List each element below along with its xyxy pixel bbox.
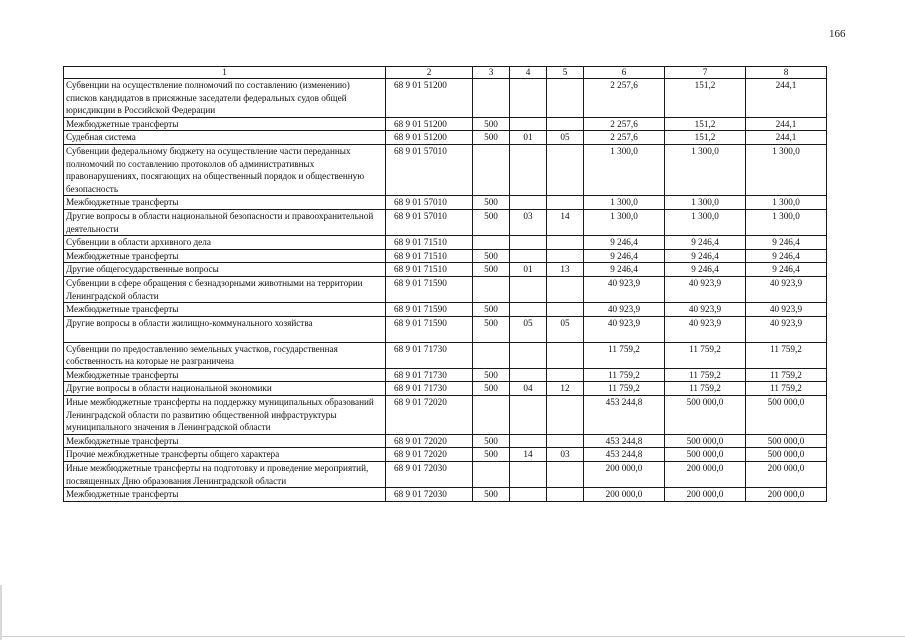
row-name-cell: Межбюджетные трансферты — [64, 434, 386, 448]
row-name-cell: Прочие межбюджетные трансферты общего характера — [64, 448, 386, 462]
target-code-cell: 68 9 01 71730 — [386, 382, 473, 396]
table-row — [64, 488, 827, 502]
subsection-code-cell: 05 — [547, 131, 584, 145]
subsection-code-cell — [547, 434, 584, 448]
amount-3-cell: 11 759,2 — [746, 382, 827, 396]
expense-type-cell: 500 — [473, 263, 510, 277]
table-row — [64, 209, 827, 235]
target-code-cell: 68 9 01 71730 — [386, 368, 473, 382]
row-name-cell: Иные межбюджетные трансферты на поддержку муниципальных образований Ленинградской области по развитию общественной инфраструктуры муниципального значения в Ленинградской области — [64, 396, 386, 435]
target-code-cell: 68 9 01 57010 — [386, 209, 473, 235]
table-row — [64, 382, 827, 396]
table-row — [64, 131, 827, 145]
amount-1-cell: 40 923,9 — [584, 316, 665, 342]
expense-type-cell: 500 — [473, 368, 510, 382]
target-code-cell: 68 9 01 71510 — [386, 249, 473, 263]
amount-3-cell: 9 246,4 — [746, 263, 827, 277]
amount-1-cell: 1 300,0 — [584, 196, 665, 210]
amount-1-cell: 11 759,2 — [584, 382, 665, 396]
table-row — [64, 396, 827, 435]
amount-2-cell: 1 300,0 — [665, 144, 746, 195]
column-header: 5 — [547, 67, 584, 79]
amount-3-cell: 244,1 — [746, 117, 827, 131]
amount-3-cell: 200 000,0 — [746, 462, 827, 488]
amount-1-cell: 2 257,6 — [584, 79, 665, 118]
subsection-code-cell: 14 — [547, 209, 584, 235]
amount-3-cell: 500 000,0 — [746, 434, 827, 448]
subsection-code-cell — [547, 144, 584, 195]
amount-3-cell: 200 000,0 — [746, 488, 827, 502]
row-name-cell: Субвенции федеральному бюджету на осуществление части переданных полномочий по составлению протоколов об административных правонарушениях, посягающих на общественный порядок и общественную безопасность — [64, 144, 386, 195]
table-row — [64, 342, 827, 368]
section-code-cell — [510, 462, 547, 488]
row-name-cell: Межбюджетные трансферты — [64, 249, 386, 263]
amount-1-cell: 11 759,2 — [584, 342, 665, 368]
column-header: 2 — [386, 67, 473, 79]
row-name-cell: Субвенции по предоставлению земельных участков, государственная собственность на которые не разграничена — [64, 342, 386, 368]
header-row — [64, 67, 827, 79]
amount-1-cell: 9 246,4 — [584, 263, 665, 277]
section-code-cell: 01 — [510, 263, 547, 277]
expense-type-cell: 500 — [473, 448, 510, 462]
column-header: 8 — [746, 67, 827, 79]
target-code-cell: 68 9 01 51200 — [386, 79, 473, 118]
table-row — [64, 316, 827, 342]
row-name-cell: Межбюджетные трансферты — [64, 303, 386, 317]
section-code-cell — [510, 488, 547, 502]
row-name-cell: Межбюджетные трансферты — [64, 117, 386, 131]
section-code-cell — [510, 236, 547, 250]
target-code-cell: 68 9 01 71510 — [386, 236, 473, 250]
expense-type-cell: 500 — [473, 488, 510, 502]
expense-type-cell: 500 — [473, 196, 510, 210]
amount-2-cell: 1 300,0 — [665, 209, 746, 235]
table-row — [64, 462, 827, 488]
amount-3-cell: 1 300,0 — [746, 209, 827, 235]
subsection-code-cell — [547, 303, 584, 317]
target-code-cell: 68 9 01 57010 — [386, 144, 473, 195]
expense-type-cell — [473, 144, 510, 195]
section-code-cell — [510, 196, 547, 210]
row-name-cell: Субвенции на осуществление полномочий по составлению (изменению) списков кандидатов в присяжные заседатели федеральных судов общей юрисдикции в Российской Федерации — [64, 79, 386, 118]
section-code-cell: 04 — [510, 382, 547, 396]
subsection-code-cell: 12 — [547, 382, 584, 396]
table-row — [64, 117, 827, 131]
subsection-code-cell: 13 — [547, 263, 584, 277]
subsection-code-cell — [547, 249, 584, 263]
amount-2-cell: 500 000,0 — [665, 396, 746, 435]
expense-type-cell: 500 — [473, 117, 510, 131]
row-name-cell: Субвенции в области архивного дела — [64, 236, 386, 250]
amount-3-cell: 9 246,4 — [746, 249, 827, 263]
section-code-cell: 14 — [510, 448, 547, 462]
section-code-cell — [510, 303, 547, 317]
expense-type-cell — [473, 276, 510, 302]
amount-2-cell: 151,2 — [665, 131, 746, 145]
section-code-cell — [510, 249, 547, 263]
table-row — [64, 236, 827, 250]
subsection-code-cell — [547, 196, 584, 210]
target-code-cell: 68 9 01 51200 — [386, 131, 473, 145]
amount-1-cell: 200 000,0 — [584, 488, 665, 502]
amount-3-cell: 11 759,2 — [746, 342, 827, 368]
amount-2-cell: 1 300,0 — [665, 196, 746, 210]
amount-2-cell: 9 246,4 — [665, 249, 746, 263]
table-row — [64, 144, 827, 195]
column-header: 4 — [510, 67, 547, 79]
amount-1-cell: 40 923,9 — [584, 303, 665, 317]
amount-2-cell: 40 923,9 — [665, 303, 746, 317]
target-code-cell: 68 9 01 72030 — [386, 462, 473, 488]
subsection-code-cell — [547, 462, 584, 488]
amount-1-cell: 453 244,8 — [584, 434, 665, 448]
amount-1-cell: 9 246,4 — [584, 236, 665, 250]
amount-3-cell: 1 300,0 — [746, 144, 827, 195]
target-code-cell: 68 9 01 71590 — [386, 316, 473, 342]
table-row — [64, 303, 827, 317]
amount-3-cell: 244,1 — [746, 131, 827, 145]
column-header: 7 — [665, 67, 746, 79]
subsection-code-cell — [547, 368, 584, 382]
amount-2-cell: 500 000,0 — [665, 434, 746, 448]
expense-type-cell — [473, 236, 510, 250]
amount-3-cell: 500 000,0 — [746, 448, 827, 462]
amount-1-cell: 2 257,6 — [584, 117, 665, 131]
expense-type-cell: 500 — [473, 209, 510, 235]
amount-2-cell: 500 000,0 — [665, 448, 746, 462]
amount-2-cell: 9 246,4 — [665, 236, 746, 250]
budget-table — [63, 66, 827, 502]
amount-1-cell: 1 300,0 — [584, 209, 665, 235]
row-name-cell: Межбюджетные трансферты — [64, 368, 386, 382]
target-code-cell: 68 9 01 72020 — [386, 396, 473, 435]
row-name-cell: Другие вопросы в области национальной экономики — [64, 382, 386, 396]
amount-2-cell: 40 923,9 — [665, 316, 746, 342]
amount-3-cell: 244,1 — [746, 79, 827, 118]
column-header: 6 — [584, 67, 665, 79]
amount-2-cell: 200 000,0 — [665, 462, 746, 488]
section-code-cell — [510, 117, 547, 131]
row-name-cell: Другие вопросы в области жилищно-коммунального хозяйства — [64, 316, 386, 342]
row-name-cell: Судебная система — [64, 131, 386, 145]
expense-type-cell: 500 — [473, 249, 510, 263]
amount-1-cell: 453 244,8 — [584, 396, 665, 435]
column-header: 1 — [64, 67, 386, 79]
amount-3-cell: 1 300,0 — [746, 196, 827, 210]
amount-1-cell: 9 246,4 — [584, 249, 665, 263]
amount-3-cell: 9 246,4 — [746, 236, 827, 250]
amount-3-cell: 40 923,9 — [746, 316, 827, 342]
subsection-code-cell — [547, 117, 584, 131]
row-name-cell: Межбюджетные трансферты — [64, 196, 386, 210]
table-row — [64, 249, 827, 263]
section-code-cell — [510, 144, 547, 195]
subsection-code-cell — [547, 79, 584, 118]
amount-2-cell: 151,2 — [665, 79, 746, 118]
section-code-cell: 05 — [510, 316, 547, 342]
expense-type-cell — [473, 462, 510, 488]
table-row — [64, 276, 827, 302]
expense-type-cell — [473, 396, 510, 435]
amount-2-cell: 200 000,0 — [665, 488, 746, 502]
table-row — [64, 196, 827, 210]
subsection-code-cell — [547, 342, 584, 368]
amount-1-cell: 1 300,0 — [584, 144, 665, 195]
amount-2-cell: 151,2 — [665, 117, 746, 131]
amount-2-cell: 11 759,2 — [665, 342, 746, 368]
section-code-cell — [510, 434, 547, 448]
table-row — [64, 368, 827, 382]
amount-2-cell: 40 923,9 — [665, 276, 746, 302]
scan-edge-line — [0, 636, 905, 637]
amount-1-cell: 200 000,0 — [584, 462, 665, 488]
scan-edge-shadow — [0, 585, 2, 640]
subsection-code-cell: 05 — [547, 316, 584, 342]
expense-type-cell: 500 — [473, 382, 510, 396]
section-code-cell — [510, 396, 547, 435]
target-code-cell: 68 9 01 51200 — [386, 117, 473, 131]
target-code-cell: 68 9 01 71590 — [386, 303, 473, 317]
expense-type-cell — [473, 79, 510, 118]
expense-type-cell: 500 — [473, 316, 510, 342]
subsection-code-cell — [547, 276, 584, 302]
section-code-cell: 01 — [510, 131, 547, 145]
section-code-cell — [510, 368, 547, 382]
table-row — [64, 263, 827, 277]
table-row — [64, 448, 827, 462]
section-code-cell — [510, 276, 547, 302]
target-code-cell: 68 9 01 57010 — [386, 196, 473, 210]
row-name-cell: Другие вопросы в области национальной безопасности и правоохранительной деятельности — [64, 209, 386, 235]
target-code-cell: 68 9 01 71510 — [386, 263, 473, 277]
target-code-cell: 68 9 01 72020 — [386, 448, 473, 462]
column-header: 3 — [473, 67, 510, 79]
amount-3-cell: 40 923,9 — [746, 303, 827, 317]
amount-2-cell: 11 759,2 — [665, 382, 746, 396]
row-name-cell: Иные межбюджетные трансферты на подготовку и проведение мероприятий, посвященных Дню образования Ленинградской области — [64, 462, 386, 488]
target-code-cell: 68 9 01 72020 — [386, 434, 473, 448]
expense-type-cell: 500 — [473, 131, 510, 145]
section-code-cell — [510, 342, 547, 368]
amount-1-cell: 11 759,2 — [584, 368, 665, 382]
amount-2-cell: 9 246,4 — [665, 263, 746, 277]
amount-3-cell: 500 000,0 — [746, 396, 827, 435]
target-code-cell: 68 9 01 72030 — [386, 488, 473, 502]
amount-2-cell: 11 759,2 — [665, 368, 746, 382]
amount-3-cell: 11 759,2 — [746, 368, 827, 382]
row-name-cell: Субвенции в сфере обращения с безнадзорными животными на территории Ленинградской области — [64, 276, 386, 302]
expense-type-cell: 500 — [473, 434, 510, 448]
amount-1-cell: 2 257,6 — [584, 131, 665, 145]
page-number: 166 — [829, 28, 846, 40]
amount-1-cell: 40 923,9 — [584, 276, 665, 302]
expense-type-cell: 500 — [473, 303, 510, 317]
section-code-cell: 03 — [510, 209, 547, 235]
row-name-cell: Другие общегосударственные вопросы — [64, 263, 386, 277]
section-code-cell — [510, 79, 547, 118]
expense-type-cell — [473, 342, 510, 368]
subsection-code-cell — [547, 488, 584, 502]
subsection-code-cell: 03 — [547, 448, 584, 462]
target-code-cell: 68 9 01 71730 — [386, 342, 473, 368]
amount-1-cell: 453 244,8 — [584, 448, 665, 462]
subsection-code-cell — [547, 236, 584, 250]
amount-3-cell: 40 923,9 — [746, 276, 827, 302]
table-row — [64, 79, 827, 118]
row-name-cell: Межбюджетные трансферты — [64, 488, 386, 502]
table-body — [64, 79, 827, 502]
table-row — [64, 434, 827, 448]
target-code-cell: 68 9 01 71590 — [386, 276, 473, 302]
subsection-code-cell — [547, 396, 584, 435]
